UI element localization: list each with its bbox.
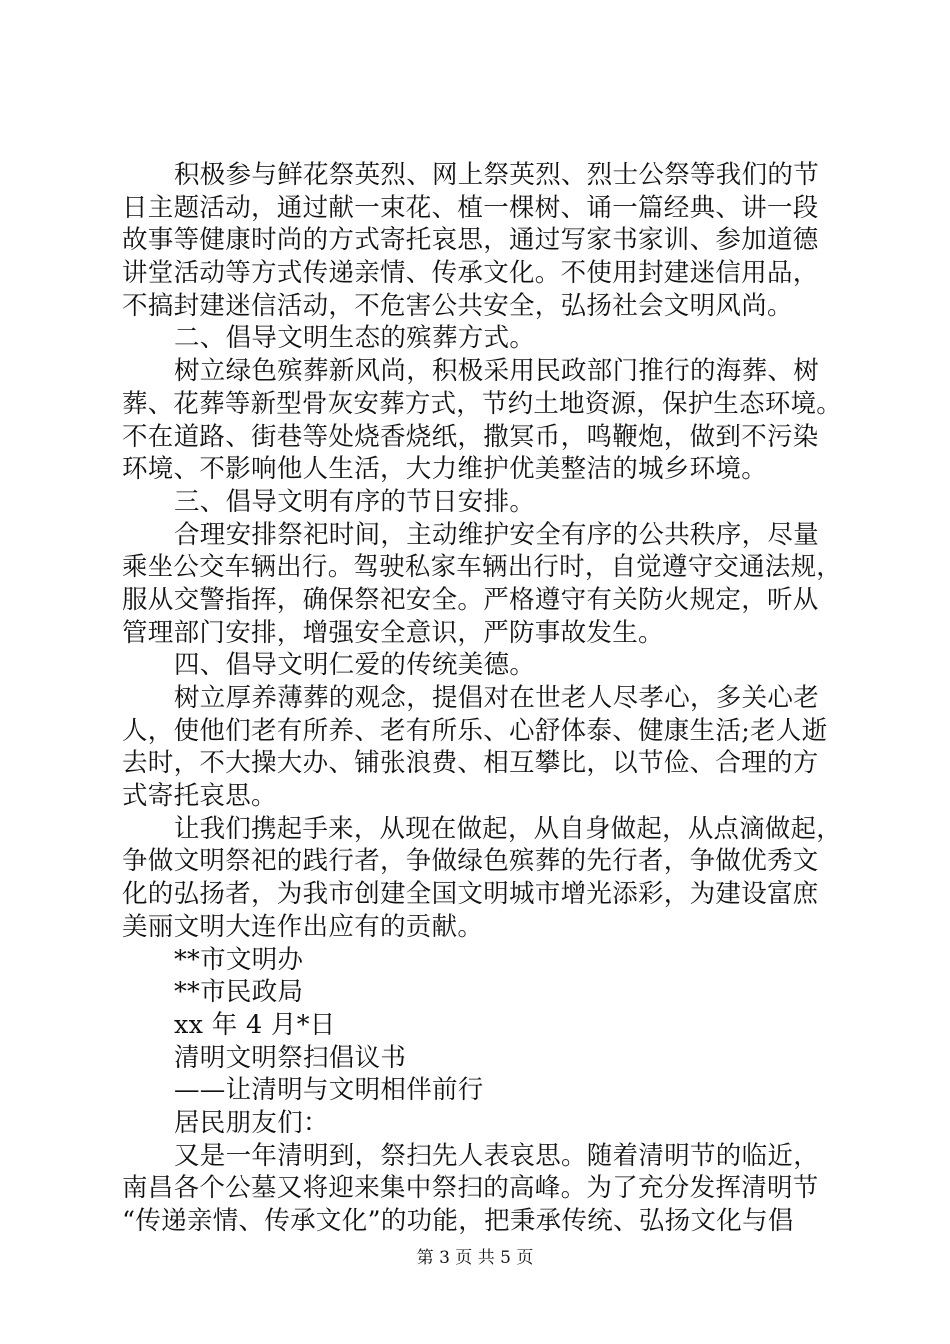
text-line: 四、倡导文明仁爱的传统美德。 (174, 650, 536, 681)
text-line: “传递亲情、传承文化”的功能，把秉承传统、弘扬文化与倡 (122, 1206, 794, 1236)
text-line: 讲堂活动等方式传递亲情、传承文化。不使用封建迷信用品， (122, 258, 819, 289)
text-line: 合理安排祭祀时间，主动维护安全有序的公共秩序，尽量 (174, 519, 820, 550)
text-line: 让我们携起手来，从现在做起，从自身做起，从点滴做起， (174, 813, 842, 844)
text-line: 环境、不影响他人生活，大力维护优美整洁的城乡环境。 (122, 454, 768, 485)
text-line: 日主题活动，通过献一束花、植一棵树、诵一篇经典、讲一段 (122, 192, 819, 223)
text-line: 式寄托哀思。 (122, 781, 277, 812)
text-line: **市民政局 (174, 977, 304, 1008)
text-line: 人，使他们老有所养、老有所乐、心舒体泰、健康生活;老人逝 (122, 715, 828, 746)
text-line: 故事等健康时尚的方式寄托哀思，通过写家书家训、参加道德 (122, 225, 819, 256)
text-line: 服从交警指挥，确保祭祀安全。严格遵守有关防火规定，听从 (122, 584, 819, 615)
text-line: 争做文明祭祀的践行者，争做绿色殡葬的先行者，争做优秀文 (122, 846, 819, 877)
text-line: 化的弘扬者，为我市创建全国文明城市增光添彩，为建设富庶 (122, 879, 819, 910)
text-line: 树立绿色殡葬新风尚，积极采用民政部门推行的海葬、树 (174, 356, 820, 387)
text-line: 管理部门安排，增强安全意识，严防事故发生。 (122, 617, 664, 648)
text-line: 南昌各个公墓又将迎来集中祭扫的高峰。为了充分发挥清明节 (122, 1173, 819, 1204)
text-line: 葬、花葬等新型骨灰安葬方式，节约土地资源，保护生态环境。 (122, 388, 842, 419)
text-line: **市文明办 (174, 944, 304, 975)
text-line: 居民朋友们： (174, 1107, 329, 1138)
text-line: 又是一年清明到，祭扫先人表哀思。随着清明节的临近， (174, 1140, 820, 1171)
page-footer: 第 3 页 共 5 页 (416, 1248, 534, 1268)
text-line: 不在道路、街巷等处烧香烧纸，撒冥币，鸣鞭炮，做到不污染 (122, 421, 819, 452)
document-body (122, 159, 842, 1238)
text-line: 三、倡导文明有序的节日安排。 (174, 486, 536, 517)
text-line: 乘坐公交车辆出行。驾驶私家车辆出行时，自觉遵守交通法规， (122, 552, 842, 583)
text-line: ——让清明与文明相伴前行 (174, 1075, 484, 1106)
text-line: 不搞封建迷信活动，不危害公共安全，弘扬社会文明风尚。 (122, 290, 793, 321)
text-line: 去时，不大操大办、铺张浪费、相互攀比，以节俭、合理的方 (122, 748, 819, 779)
text-line: 树立厚养薄葬的观念，提倡对在世老人尽孝心，多关心老 (174, 683, 820, 713)
text-line: 积极参与鲜花祭英烈、网上祭英烈、烈士公祭等我们的节 (174, 160, 820, 190)
text-line: 美丽文明大连作出应有的贡献。 (122, 911, 484, 942)
text-line: xx 年 4 月*日 (174, 1009, 336, 1040)
text-line: 清明文明祭扫倡议书 (174, 1042, 407, 1073)
text-line: 二、倡导文明生态的殡葬方式。 (174, 323, 536, 354)
